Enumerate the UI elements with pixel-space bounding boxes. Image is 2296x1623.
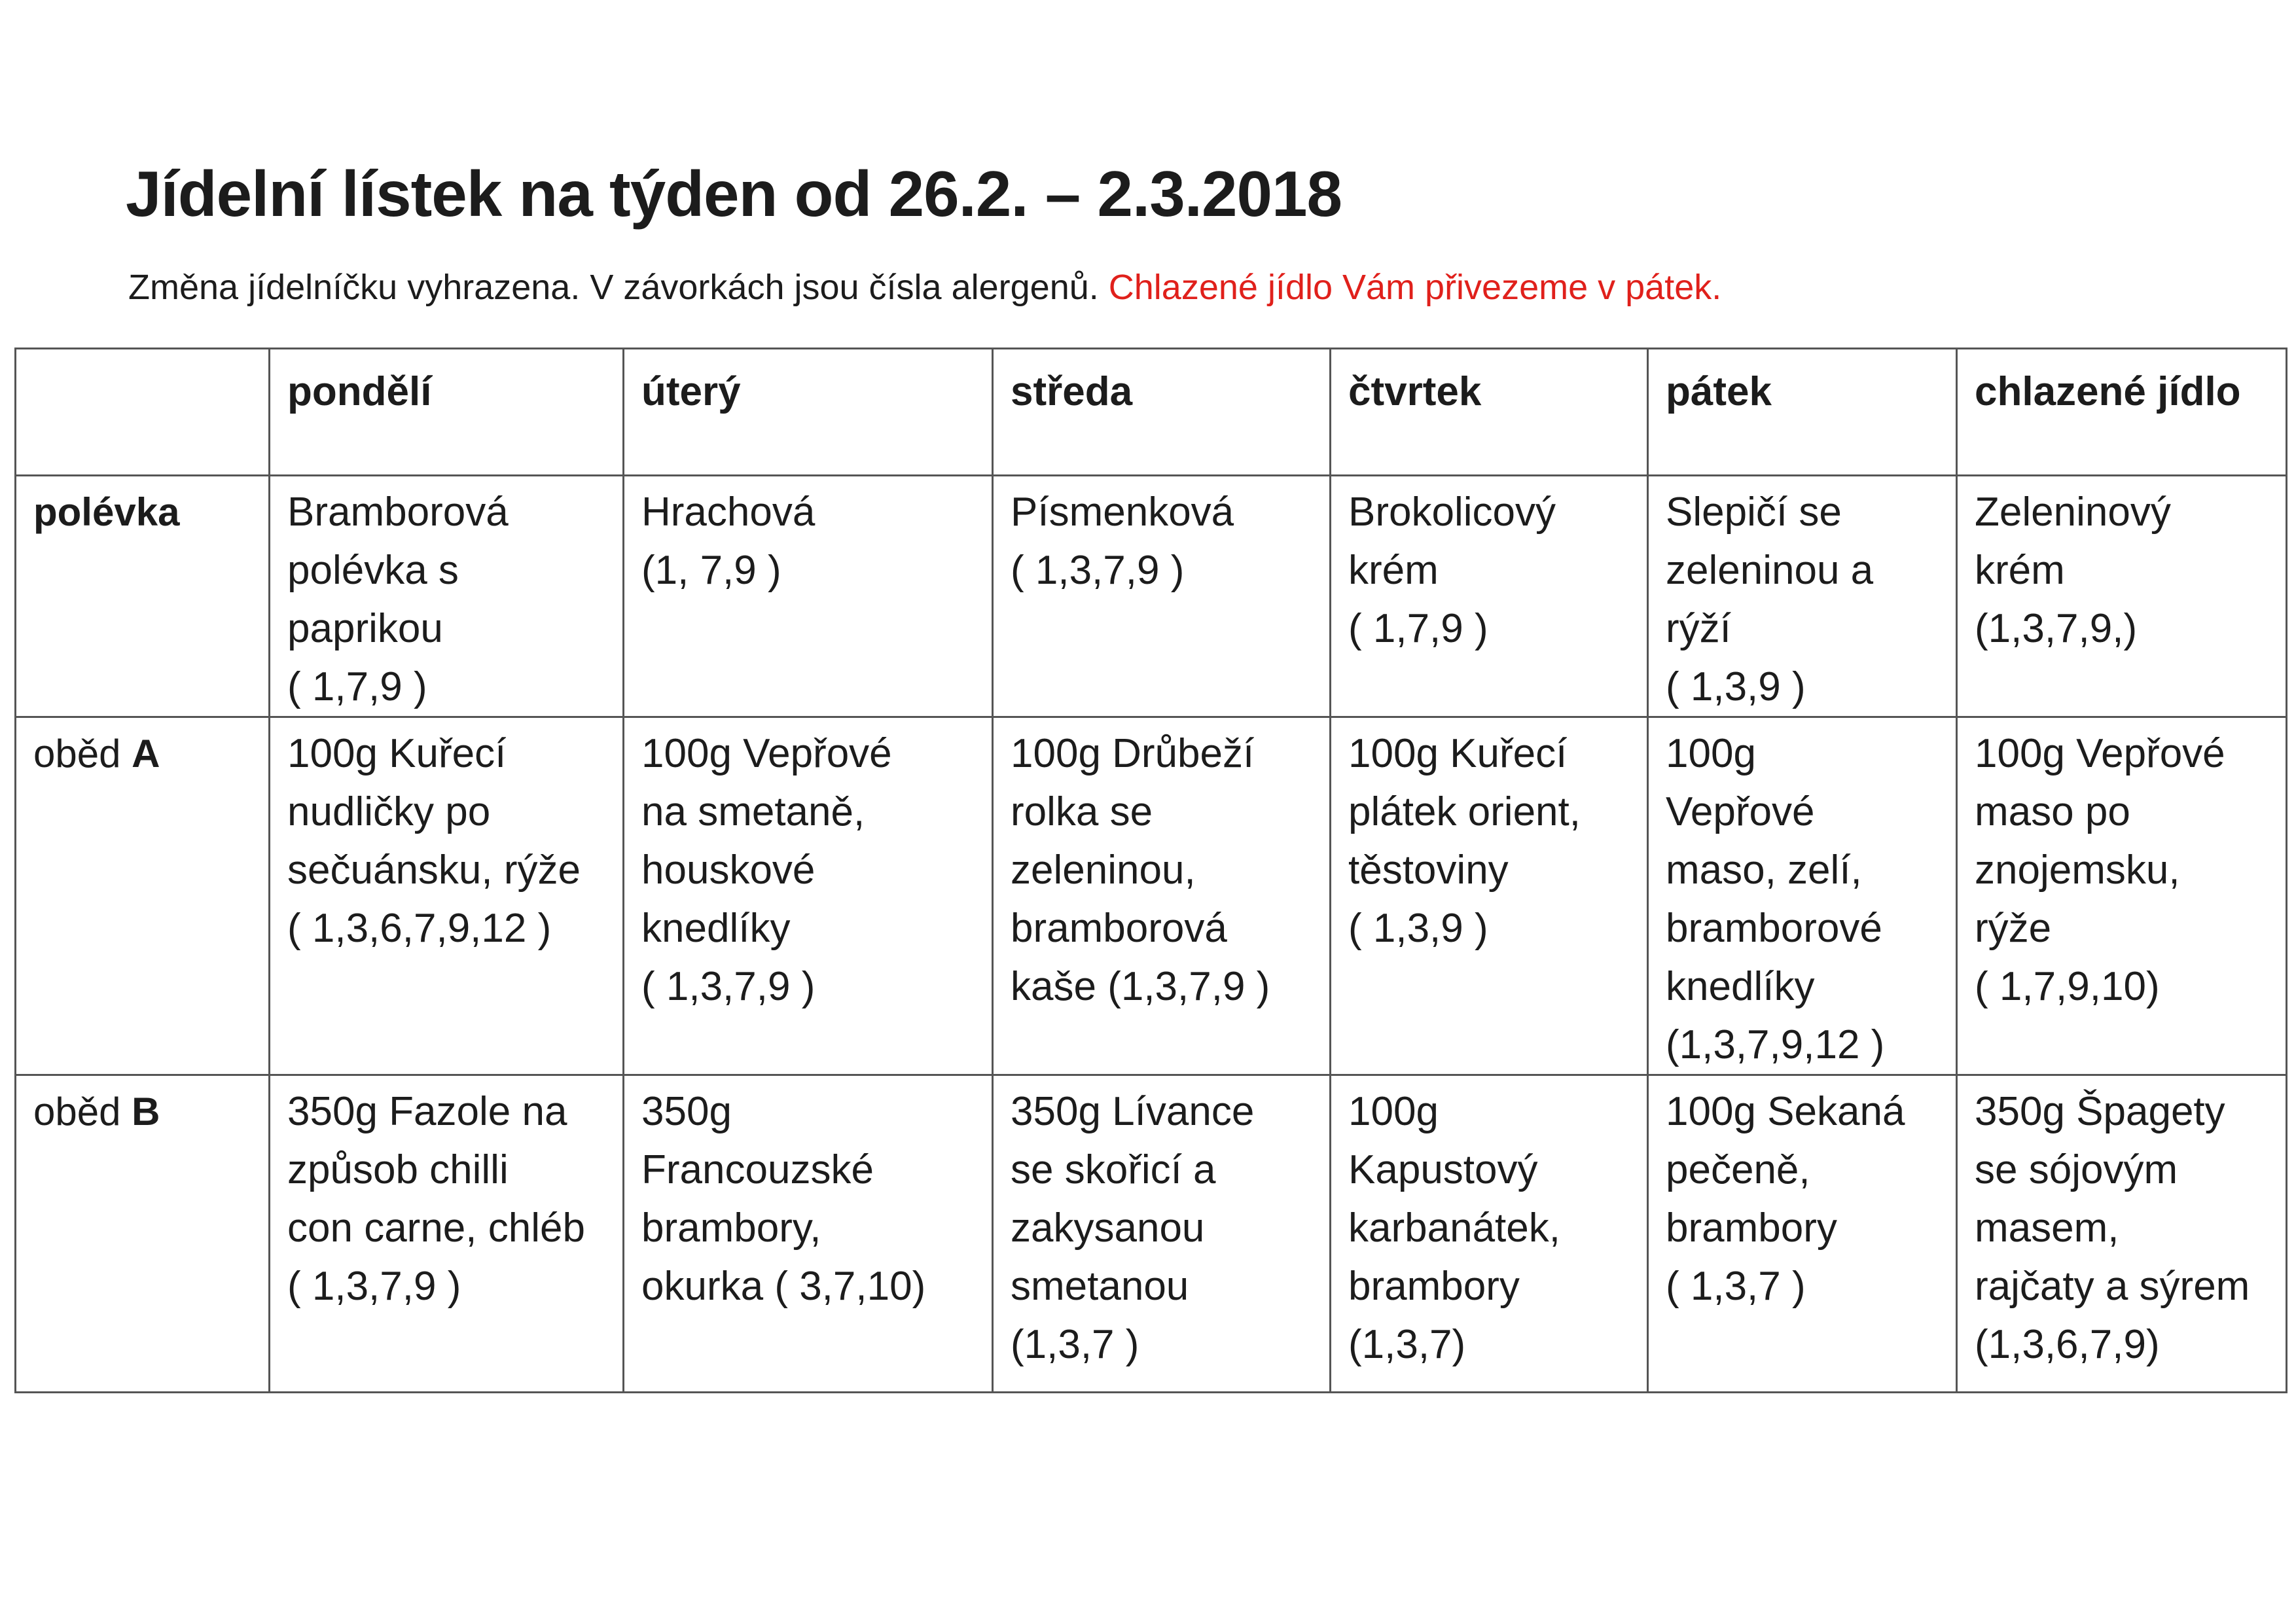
subtitle-note: Změna jídelníčku vyhrazena. V závorkách jsou čísla alergenů. [128,268,1099,307]
table-cell: 100g Vepřové maso, zelí, bramborové knedlíky (1,3,7,9,12 ) [1648,717,1957,1075]
header-cell-empty [16,349,270,476]
table-header-row [16,349,2287,476]
subtitle-red-note: Chlazené jídlo Vám přivezeme v pátek. [1108,268,1722,307]
table-cell: Hrachová (1, 7,9 ) [624,476,993,717]
table-cell: 100g Kapustový karbanátek, brambory (1,3,7) [1331,1075,1648,1393]
row-label-soup-text: polévka [33,490,180,534]
page-title: Jídelní lístek na týden od 26.2. – 2.3.2018 [126,158,1342,230]
table-cell: Brokolicový krém ( 1,7,9 ) [1331,476,1648,717]
subtitle [128,267,1721,308]
table-cell: 100g Sekaná pečeně, brambory ( 1,3,7 ) [1648,1075,1957,1393]
table-cell: 350g Francouzské brambory, okurka ( 3,7,10) [624,1075,993,1393]
table-cell: 100g Drůbeží rolka se zeleninou, bramborová kaše (1,3,7,9 ) [993,717,1331,1075]
table-cell: Zeleninový krém (1,3,7,9,) [1957,476,2287,717]
table-row-lunch-a [16,717,2287,1075]
header-cell-tuesday: úterý [624,349,993,476]
table-cell: 100g Kuřecí plátek orient, těstoviny ( 1,3,9 ) [1331,717,1648,1075]
row-label-lunch-a [16,717,270,1075]
header-cell-thursday: čtvrtek [1331,349,1648,476]
row-label-lunch-b-prefix: oběd [33,1090,132,1133]
header-cell-monday: pondělí [270,349,624,476]
table-cell: 350g Lívance se skořicí a zakysanou smetanou (1,3,7 ) [993,1075,1331,1393]
row-label-lunch-a-prefix: oběd [33,732,132,776]
header-cell-friday: pátek [1648,349,1957,476]
row-label-lunch-b [16,1075,270,1393]
table-cell: 100g Vepřové na smetaně, houskové knedlíky ( 1,3,7,9 ) [624,717,993,1075]
table-row-soup [16,476,2287,717]
row-label-lunch-b-letter: B [132,1090,160,1133]
menu-table [14,348,2287,1393]
row-label-soup [16,476,270,717]
table-cell: 100g Vepřové maso po znojemsku, rýže ( 1,7,9,10) [1957,717,2287,1075]
header-cell-chilled-food: chlazené jídlo [1957,349,2287,476]
table-cell: Slepičí se zeleninou a rýží ( 1,3,9 ) [1648,476,1957,717]
row-label-lunch-a-letter: A [132,732,160,776]
table-cell: Bramborová polévka s paprikou ( 1,7,9 ) [270,476,624,717]
table-cell: 350g Fazole na způsob chilli con carne, chléb ( 1,3,7,9 ) [270,1075,624,1393]
table-cell: Písmenková ( 1,3,7,9 ) [993,476,1331,717]
table-row-lunch-b [16,1075,2287,1393]
table-cell: 350g Špagety se sójovým masem, rajčaty a sýrem (1,3,6,7,9) [1957,1075,2287,1393]
table-cell: 100g Kuřecí nudličky po sečuánsku, rýže ( 1,3,6,7,9,12 ) [270,717,624,1075]
header-cell-wednesday: středa [993,349,1331,476]
